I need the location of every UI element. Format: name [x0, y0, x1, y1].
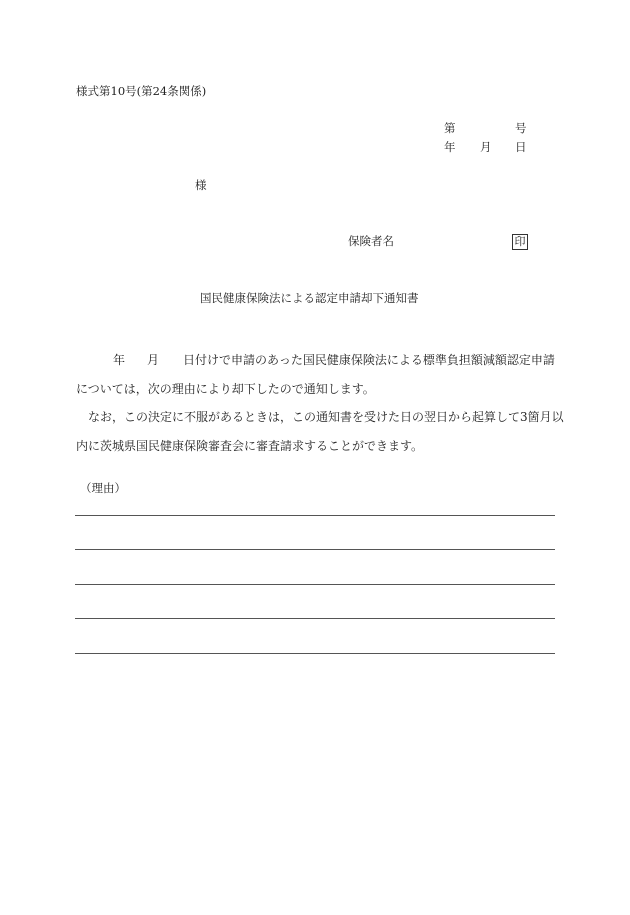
body-line-1: 日付けで申請のあった国民健康保険法による標準負担額減額認定申請: [183, 353, 555, 367]
number-prefix: 第: [444, 121, 456, 135]
document-title: 国民健康保険法による認定申請却下通知書: [200, 291, 419, 305]
body-year-label: 年: [113, 353, 126, 367]
reason-line-4: [75, 618, 555, 619]
reason-line-1: [75, 515, 555, 516]
body-line-2: については，次の理由により却下したので通知します。: [76, 382, 375, 396]
body-month-label: 月: [147, 353, 160, 367]
seal-mark: 印: [512, 234, 528, 250]
date-year-label: 年: [444, 140, 456, 154]
insurer-label: 保険者名: [348, 234, 394, 248]
reason-line-3: [75, 584, 555, 585]
date-day-label: 日: [515, 140, 527, 154]
reason-line-5: [75, 653, 555, 654]
number-suffix: 号: [515, 121, 527, 135]
addressee-suffix: 様: [195, 178, 207, 192]
form-number: 様式第10号(第24条関係): [76, 84, 207, 98]
reason-label: （理由）: [80, 481, 126, 495]
body-line-3: なお，この決定に不服があるときは，この通知書を受けた日の翌日から起算して3箇月以: [88, 410, 564, 424]
body-line-4: 内に茨城県国民健康保険審査会に審査請求することができます。: [76, 439, 424, 453]
date-month-label: 月: [480, 140, 492, 154]
reason-line-2: [75, 549, 555, 550]
